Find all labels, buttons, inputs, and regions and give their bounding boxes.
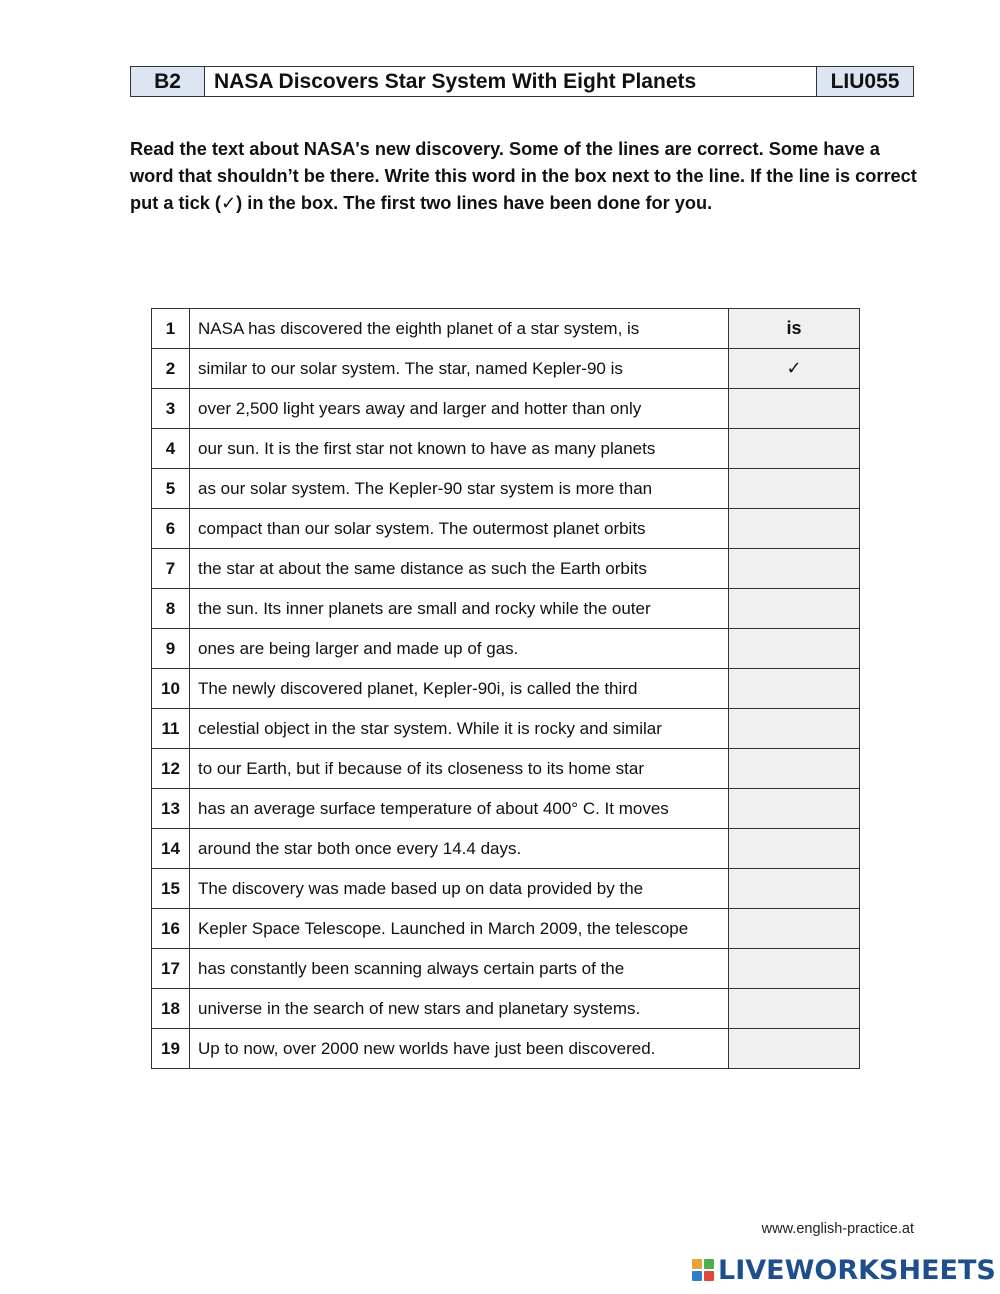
line-number: 12 bbox=[152, 749, 190, 789]
answer-box[interactable] bbox=[729, 749, 860, 789]
exercise-row bbox=[152, 509, 860, 549]
line-text: our sun. It is the first star not known to have as many planets bbox=[190, 429, 729, 469]
answer-box[interactable] bbox=[729, 909, 860, 949]
exercise-row bbox=[152, 1029, 860, 1069]
answer-box[interactable] bbox=[729, 589, 860, 629]
line-text: compact than our solar system. The outermost planet orbits bbox=[190, 509, 729, 549]
brand-name: LIVEWORKSHEETS bbox=[718, 1254, 996, 1286]
line-text: has constantly been scanning always certain parts of the bbox=[190, 949, 729, 989]
level-badge: B2 bbox=[131, 67, 205, 97]
exercise-row bbox=[152, 389, 860, 429]
exercise-row bbox=[152, 869, 860, 909]
line-number: 4 bbox=[152, 429, 190, 469]
answer-box[interactable] bbox=[729, 869, 860, 909]
exercise-row bbox=[152, 949, 860, 989]
line-text: the sun. Its inner planets are small and rocky while the outer bbox=[190, 589, 729, 629]
answer-box[interactable] bbox=[729, 1029, 860, 1069]
exercise-table bbox=[151, 308, 860, 1069]
worksheet-title: NASA Discovers Star System With Eight Planets bbox=[205, 67, 817, 97]
liveworksheets-logo-icon bbox=[692, 1259, 714, 1281]
answer-box[interactable] bbox=[729, 789, 860, 829]
answer-box[interactable] bbox=[729, 389, 860, 429]
answer-box[interactable]: is bbox=[729, 309, 860, 349]
logo-square bbox=[692, 1259, 702, 1269]
line-number: 16 bbox=[152, 909, 190, 949]
line-number: 5 bbox=[152, 469, 190, 509]
line-number: 19 bbox=[152, 1029, 190, 1069]
line-number: 10 bbox=[152, 669, 190, 709]
answer-box[interactable] bbox=[729, 629, 860, 669]
line-number: 15 bbox=[152, 869, 190, 909]
answer-box[interactable] bbox=[729, 989, 860, 1029]
answer-box[interactable] bbox=[729, 669, 860, 709]
exercise-row bbox=[152, 989, 860, 1029]
exercise-row bbox=[152, 469, 860, 509]
exercise-row bbox=[152, 909, 860, 949]
exercise-row bbox=[152, 309, 860, 349]
line-text: the star at about the same distance as such the Earth orbits bbox=[190, 549, 729, 589]
line-number: 9 bbox=[152, 629, 190, 669]
answer-box[interactable] bbox=[729, 429, 860, 469]
answer-box[interactable] bbox=[729, 709, 860, 749]
line-text: NASA has discovered the eighth planet of a star system, is bbox=[190, 309, 729, 349]
exercise-row bbox=[152, 709, 860, 749]
logo-square bbox=[704, 1271, 714, 1281]
exercise-row bbox=[152, 789, 860, 829]
line-text: around the star both once every 14.4 days. bbox=[190, 829, 729, 869]
answer-box[interactable] bbox=[729, 829, 860, 869]
line-text: The discovery was made based up on data provided by the bbox=[190, 869, 729, 909]
line-number: 13 bbox=[152, 789, 190, 829]
line-text: Up to now, over 2000 new worlds have just been discovered. bbox=[190, 1029, 729, 1069]
line-number: 14 bbox=[152, 829, 190, 869]
line-number: 17 bbox=[152, 949, 190, 989]
liveworksheets-brand[interactable] bbox=[692, 1253, 996, 1287]
line-text: to our Earth, but if because of its closeness to its home star bbox=[190, 749, 729, 789]
logo-square bbox=[692, 1271, 702, 1281]
answer-box[interactable] bbox=[729, 509, 860, 549]
exercise-row bbox=[152, 829, 860, 869]
worksheet-code: LIU055 bbox=[817, 67, 914, 97]
exercise-row bbox=[152, 669, 860, 709]
line-number: 6 bbox=[152, 509, 190, 549]
exercise-row bbox=[152, 749, 860, 789]
worksheet-header bbox=[130, 66, 914, 97]
source-url[interactable]: www.english-practice.at bbox=[761, 1221, 914, 1237]
line-number: 2 bbox=[152, 349, 190, 389]
line-text: Kepler Space Telescope. Launched in March 2009, the telescope bbox=[190, 909, 729, 949]
line-number: 1 bbox=[152, 309, 190, 349]
line-number: 7 bbox=[152, 549, 190, 589]
line-number: 3 bbox=[152, 389, 190, 429]
line-text: has an average surface temperature of about 400° C. It moves bbox=[190, 789, 729, 829]
line-number: 11 bbox=[152, 709, 190, 749]
answer-box[interactable] bbox=[729, 549, 860, 589]
line-number: 8 bbox=[152, 589, 190, 629]
exercise-row bbox=[152, 349, 860, 389]
line-text: universe in the search of new stars and planetary systems. bbox=[190, 989, 729, 1029]
answer-box[interactable] bbox=[729, 949, 860, 989]
answer-box[interactable]: ✓ bbox=[729, 349, 860, 389]
line-number: 18 bbox=[152, 989, 190, 1029]
line-text: The newly discovered planet, Kepler-90i, is called the third bbox=[190, 669, 729, 709]
logo-square bbox=[704, 1259, 714, 1269]
exercise-row bbox=[152, 429, 860, 469]
answer-box[interactable] bbox=[729, 469, 860, 509]
line-text: ones are being larger and made up of gas. bbox=[190, 629, 729, 669]
line-text: similar to our solar system. The star, named Kepler-90 is bbox=[190, 349, 729, 389]
exercise-row bbox=[152, 589, 860, 629]
instructions: Read the text about NASA's new discovery. Some of the lines are correct. Some have a word that shouldn’t be there. Write this word in the box next to the line. If the line is correct put a tick (✓) in the box. The first two lines have been done for you. bbox=[130, 139, 917, 213]
line-text: over 2,500 light years away and larger and hotter than only bbox=[190, 389, 729, 429]
exercise-row bbox=[152, 549, 860, 589]
exercise-row bbox=[152, 629, 860, 669]
line-text: as our solar system. The Kepler-90 star system is more than bbox=[190, 469, 729, 509]
line-text: celestial object in the star system. While it is rocky and similar bbox=[190, 709, 729, 749]
